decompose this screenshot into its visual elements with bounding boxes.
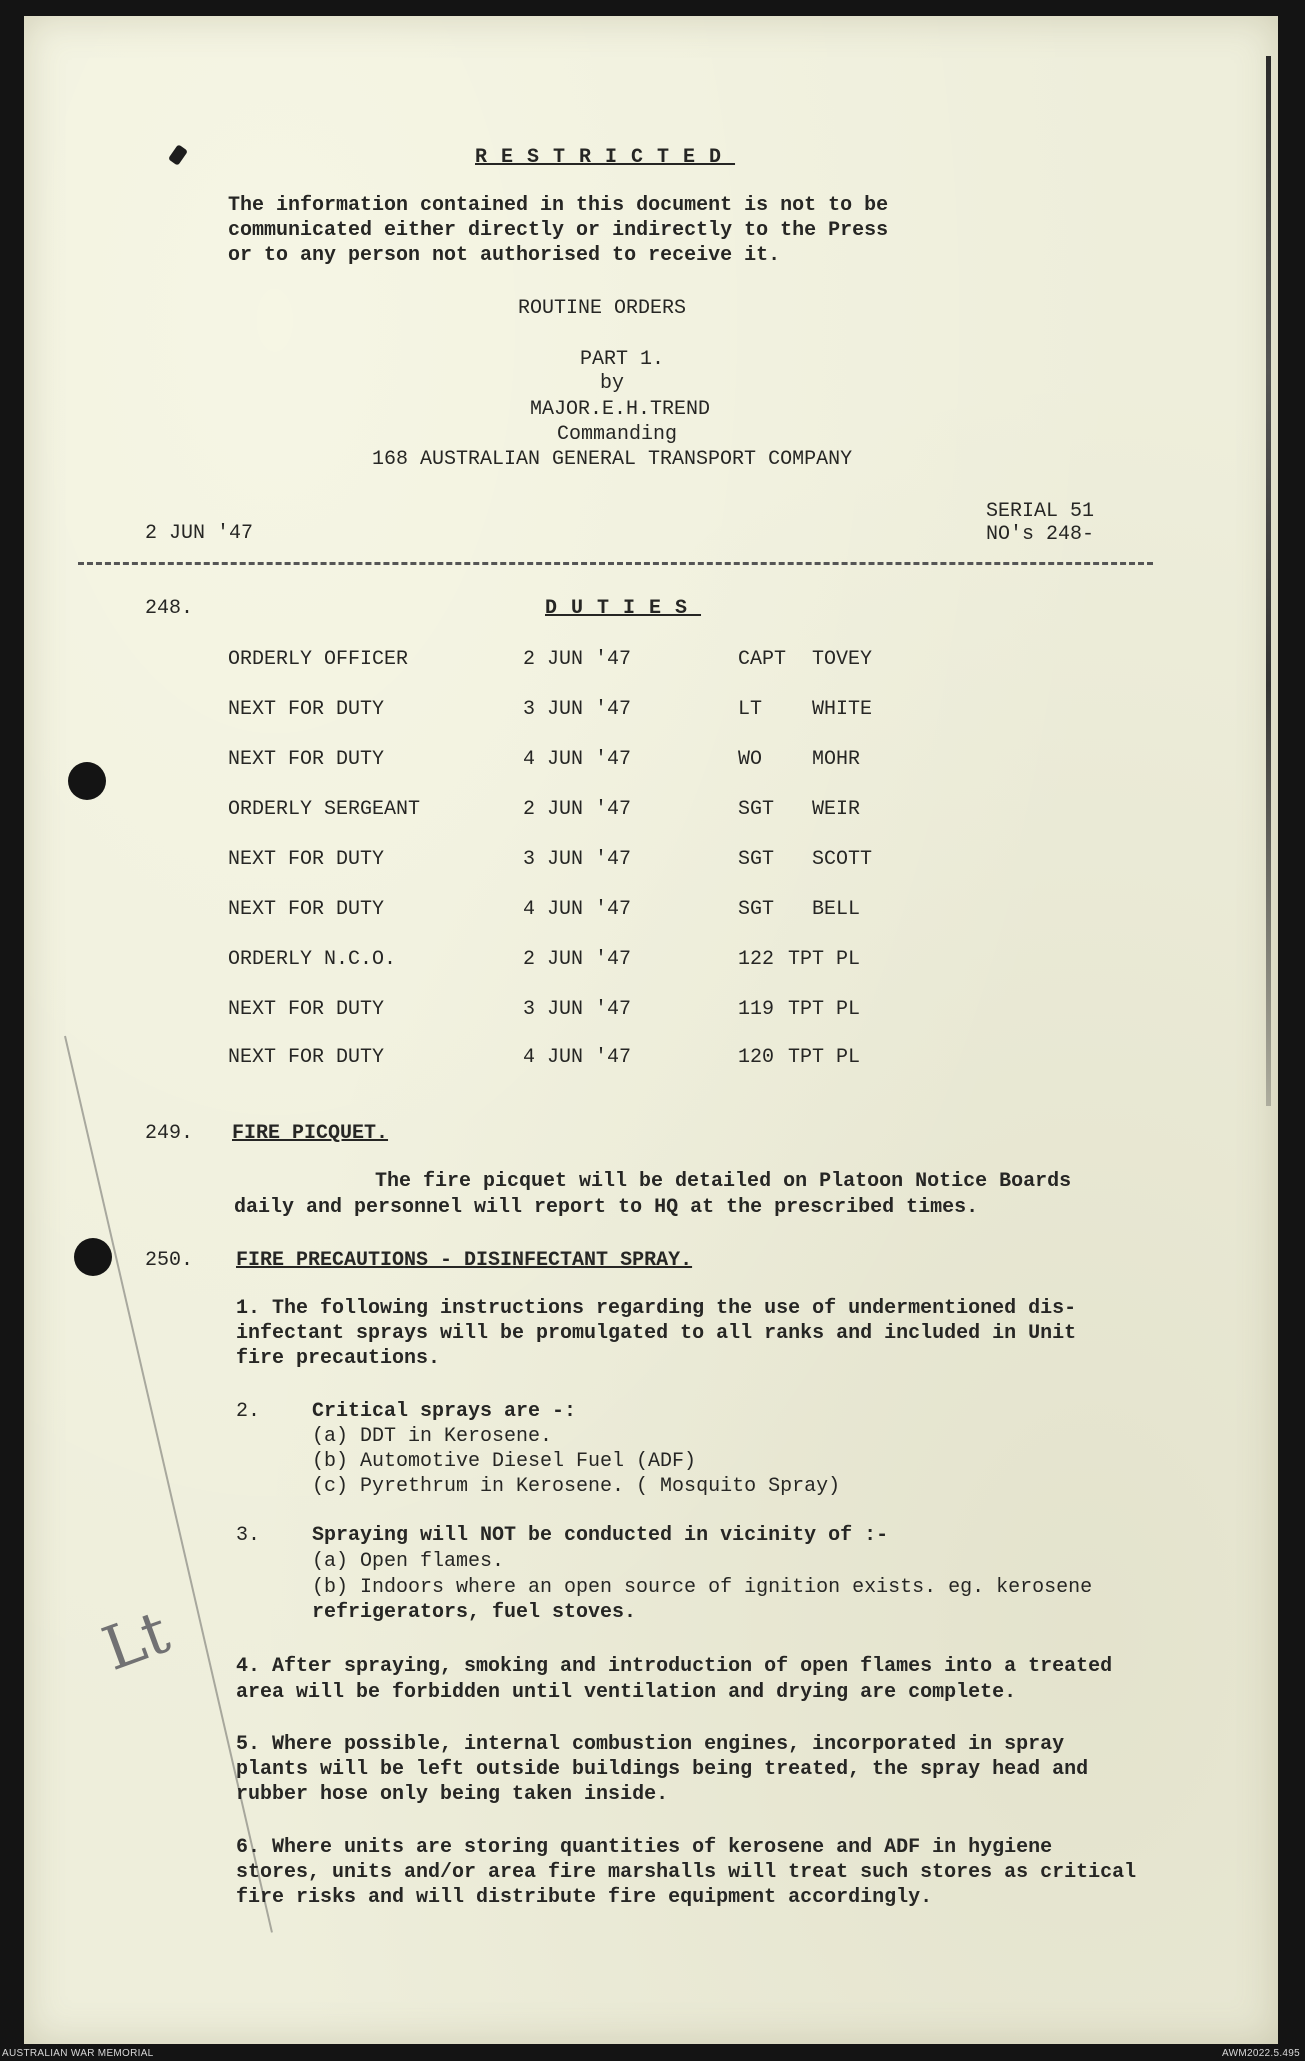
- duty-date: 4 JUN '47: [523, 1046, 632, 1069]
- duty-name: SCOTT: [812, 848, 873, 871]
- duty-name: TPT PL: [788, 1046, 861, 1069]
- section-title: DUTIES: [545, 597, 702, 620]
- paragraph-line: Critical sprays are -:: [312, 1400, 577, 1423]
- duty-rank: LT: [738, 698, 763, 721]
- section-number: 250.: [145, 1249, 194, 1272]
- section-title: FIRE PICQUET.: [232, 1122, 389, 1145]
- duty-name: TOVEY: [812, 648, 873, 671]
- notice-line-3: or to any person not authorised to receive it.: [228, 244, 781, 267]
- duty-rank: CAPT: [738, 648, 787, 671]
- duty-name: TPT PL: [788, 948, 861, 971]
- paragraph-line: area will be forbidden until ventilation and drying are complete.: [236, 1681, 1017, 1704]
- paragraph-line: fire precautions.: [236, 1347, 441, 1370]
- officer-name: MAJOR.E.H.TREND: [530, 398, 711, 421]
- duty-date: 4 JUN '47: [523, 748, 632, 771]
- part-number: PART 1.: [580, 348, 665, 371]
- list-item: (a) DDT in Kerosene.: [312, 1425, 553, 1448]
- duty-role: ORDERLY OFFICER: [228, 648, 409, 671]
- duty-name: TPT PL: [788, 998, 861, 1021]
- paragraph-line: rubber hose only being taken inside.: [236, 1783, 669, 1806]
- duty-date: 4 JUN '47: [523, 898, 632, 921]
- duty-role: NEXT FOR DUTY: [228, 998, 385, 1021]
- duty-rank: SGT: [738, 848, 775, 871]
- list-item: (c) Pyrethrum in Kerosene. ( Mosquito Spray): [312, 1475, 841, 1498]
- paragraph-line: The fire picquet will be detailed on Platoon Notice Boards: [375, 1170, 1072, 1193]
- duty-role: NEXT FOR DUTY: [228, 748, 385, 771]
- duty-date: 2 JUN '47: [523, 798, 632, 821]
- order-date: 2 JUN '47: [145, 522, 254, 545]
- section-number: 249.: [145, 1122, 194, 1145]
- handwritten-initials: Lt: [93, 1597, 179, 1685]
- divider-line: [78, 562, 1153, 565]
- archive-reference: AWM2022.5.495: [1222, 2048, 1301, 2059]
- duty-role: NEXT FOR DUTY: [228, 898, 385, 921]
- commanding-label: Commanding: [557, 423, 678, 446]
- section-number: 248.: [145, 597, 194, 620]
- by-label: by: [600, 372, 625, 395]
- duty-role: NEXT FOR DUTY: [228, 698, 385, 721]
- paragraph-line: fire risks and will distribute fire equipment accordingly.: [236, 1886, 933, 1909]
- ink-blot: [168, 144, 188, 166]
- duty-name: WHITE: [812, 698, 873, 721]
- duty-rank: SGT: [738, 898, 775, 921]
- notice-line-1: The information contained in this document is not to be: [228, 194, 889, 217]
- archive-credit: AUSTRALIAN WAR MEMORIAL: [2, 2048, 154, 2059]
- list-item: refrigerators, fuel stoves.: [312, 1601, 637, 1624]
- order-numbers: NO's 248-: [986, 523, 1095, 546]
- duty-name: BELL: [812, 898, 861, 921]
- notice-line-2: communicated either directly or indirectly to the Press: [228, 219, 889, 242]
- duty-date: 2 JUN '47: [523, 648, 632, 671]
- punch-hole: [68, 762, 106, 800]
- paragraph-line: 4. After spraying, smoking and introduction of open flames into a treated: [236, 1655, 1113, 1678]
- edge-stain: [1266, 56, 1271, 1106]
- duty-name: MOHR: [812, 748, 861, 771]
- duty-rank: WO: [738, 748, 763, 771]
- paragraph-line: Spraying will NOT be conducted in vicinity of :-: [312, 1524, 889, 1547]
- duty-date: 3 JUN '47: [523, 698, 632, 721]
- paragraph-line: 1. The following instructions regarding the use of undermentioned dis-: [236, 1297, 1077, 1320]
- list-item: (b) Automotive Diesel Fuel (ADF): [312, 1450, 697, 1473]
- paragraph-line: infectant sprays will be promulgated to all ranks and included in Unit: [236, 1322, 1077, 1345]
- duty-rank: 120: [738, 1046, 775, 1069]
- duty-role: ORDERLY SERGEANT: [228, 798, 421, 821]
- punch-hole: [74, 1238, 112, 1276]
- classification-heading: RESTRICTED: [475, 146, 736, 169]
- duty-rank: SGT: [738, 798, 775, 821]
- duty-date: 2 JUN '47: [523, 948, 632, 971]
- paragraph-line: plants will be left outside buildings being treated, the spray head and: [236, 1758, 1089, 1781]
- serial-number: SERIAL 51: [986, 500, 1095, 523]
- paragraph-line: daily and personnel will report to HQ at the prescribed times.: [234, 1196, 979, 1219]
- unit-name: 168 AUSTRALIAN GENERAL TRANSPORT COMPANY: [372, 448, 853, 471]
- paragraph-number: 2.: [236, 1400, 261, 1423]
- paragraph-line: 6. Where units are storing quantities of kerosene and ADF in hygiene: [236, 1836, 1053, 1859]
- orders-title: ROUTINE ORDERS: [518, 297, 687, 320]
- list-item: (b) Indoors where an open source of ignition exists. eg. kerosene: [312, 1576, 1093, 1599]
- duty-name: WEIR: [812, 798, 861, 821]
- section-title: FIRE PRECAUTIONS - DISINFECTANT SPRAY.: [236, 1249, 693, 1272]
- paragraph-line: 5. Where possible, internal combustion engines, incorporated in spray: [236, 1733, 1065, 1756]
- paragraph-line: stores, units and/or area fire marshalls will treat such stores as critical: [236, 1861, 1137, 1884]
- duty-role: ORDERLY N.C.O.: [228, 948, 397, 971]
- duty-rank: 122: [738, 948, 775, 971]
- duty-role: NEXT FOR DUTY: [228, 848, 385, 871]
- paragraph-number: 3.: [236, 1524, 261, 1547]
- list-item: (a) Open flames.: [312, 1550, 505, 1573]
- duty-rank: 119: [738, 998, 775, 1021]
- duty-date: 3 JUN '47: [523, 998, 632, 1021]
- duty-role: NEXT FOR DUTY: [228, 1046, 385, 1069]
- duty-date: 3 JUN '47: [523, 848, 632, 871]
